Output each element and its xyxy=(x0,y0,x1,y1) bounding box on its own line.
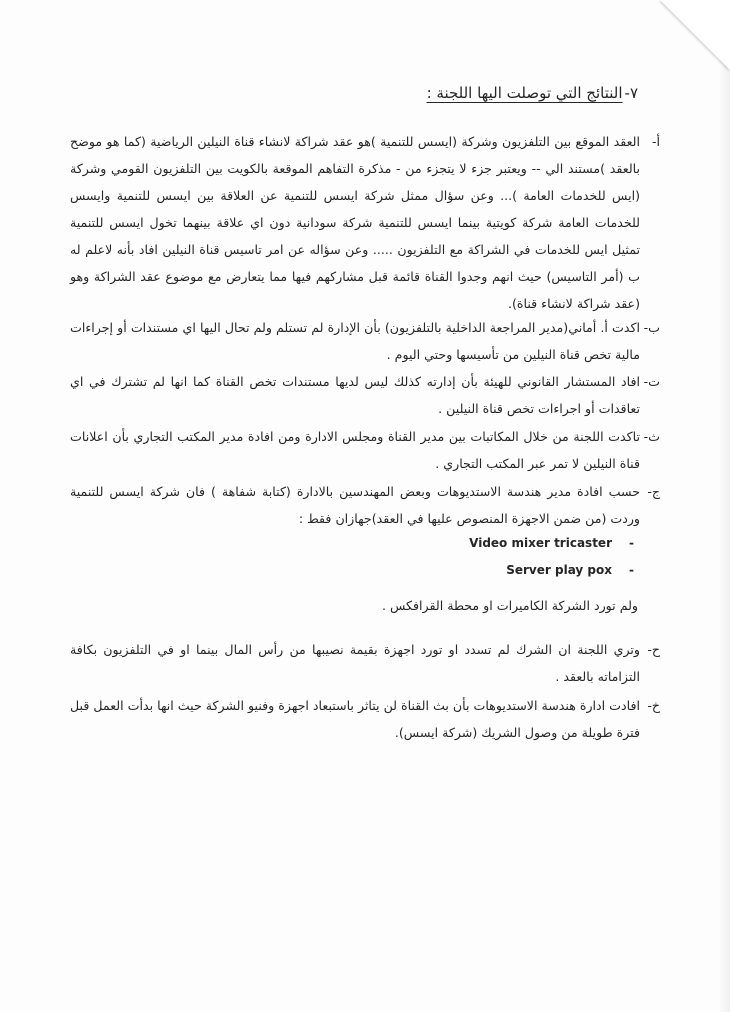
finding-item xyxy=(70,478,660,532)
equipment-name: Server play pox xyxy=(506,563,612,577)
item-marker: أ- xyxy=(651,134,660,149)
finding-item xyxy=(70,636,660,690)
equipment-name: Video mixer tricaster xyxy=(469,536,612,550)
section-number: ٧- xyxy=(624,84,638,102)
equipment-dash: - xyxy=(629,563,634,577)
section-title: النتائج التي توصلت اليها اللجنة : xyxy=(426,84,623,102)
section-heading xyxy=(427,84,638,102)
item-text: حسب افادة مدير هندسة الاستديوهات وبعض المهندسين بالادارة (كتابة شفاهة ) فان شركة ايسس للتنمية وردت (من ضمن الاجهزة المنصوص عليها في العقد)جهازان فقط : xyxy=(70,484,640,526)
item-text: تاكدت اللجنة من خلال المكاتبات بين مدير القناة ومجلس الادارة ومن افادة مدير المكتب التجاري بأن اعلانات قناة النيلين لا تمر عبر المكتب التجاري . xyxy=(70,429,640,471)
finding-item xyxy=(70,314,660,368)
item-marker: خ- xyxy=(647,698,660,713)
item-marker: ج- xyxy=(647,484,660,499)
finding-item xyxy=(70,368,660,422)
item-marker: ث- xyxy=(643,429,660,444)
item-text: افاد المستشار القانوني للهيئة بأن إدارته كذلك ليس لديها مستندات تخص القناة كما انها لم تشترك في اي تعاقدات أو اجراءات تخص قناة النيلين . xyxy=(70,374,640,416)
finding-item xyxy=(70,423,660,477)
equipment-dash: - xyxy=(629,536,634,550)
item-text: وتري اللجنة ان الشرك لم تسدد او تورد اجهزة بقيمة نصيبها من رأس المال بينما او في التلفزيون بكافة التزاماته بالعقد . xyxy=(70,642,640,684)
item-text: العقد الموقع بين التلفزيون وشركة (ايسس للتنمية )هو عقد شراكة لانشاء قناة النيلين الرياضية (كما هو موضح بالعقد )مستند الي -- ويعتبر جزء لا يتجزء من - مذكرة التفاهم الموقعة بالكويت بين التلفزيون القومي وشركة (ايس للخدمات العامة )... وعن سؤال ممثل شركة ايسس للتنمية عن العلاقة بين ايسس للتنمية وايسس للخدمات العامة شركة كويتية بينما ايسس للتنمية شركة سودانية دون اي علاقة بينهما تخول ايسس للتنمية تمثيل ايس للخدمات في الشراكة مع التلفزيون ..... وعن سؤاله عن امر تاسيس قناة النيلين افاد بأنه لاعلم له ب (أمر التاسيس) حيث انهم وجدوا القناة قائمة قبل مشاركهم فيها مما يتعارض مع موضوع عقد الشراكة وهو (عقد شراكة لانشاء قناة). xyxy=(70,134,640,311)
item-marker: ت- xyxy=(643,374,660,389)
finding-item xyxy=(70,692,660,746)
item-marker: ب- xyxy=(643,320,660,335)
finding-item xyxy=(70,128,660,317)
item-marker: ح- xyxy=(647,642,660,657)
item-text: افادت ادارة هندسة الاستديوهات بأن بث القناة لن يتاثر باستبعاد اجهزة وفنيو الشركة حيث انها بدأت العمل قبل فترة طويلة من وصول الشريك (شركة ايسس). xyxy=(70,698,640,740)
item-text: اكدت أ. أماني(مدير المراجعة الداخلية بالتلفزيون) بأن الإدارة لم تستلم ولم تحال اليها اي مستندات أو إجراءات مالية تخص قناة النيلين من تأسيسها وحتي اليوم . xyxy=(70,320,640,362)
equipment-note: ولم تورد الشركة الكاميرات او محطة القرافكس . xyxy=(382,598,638,613)
